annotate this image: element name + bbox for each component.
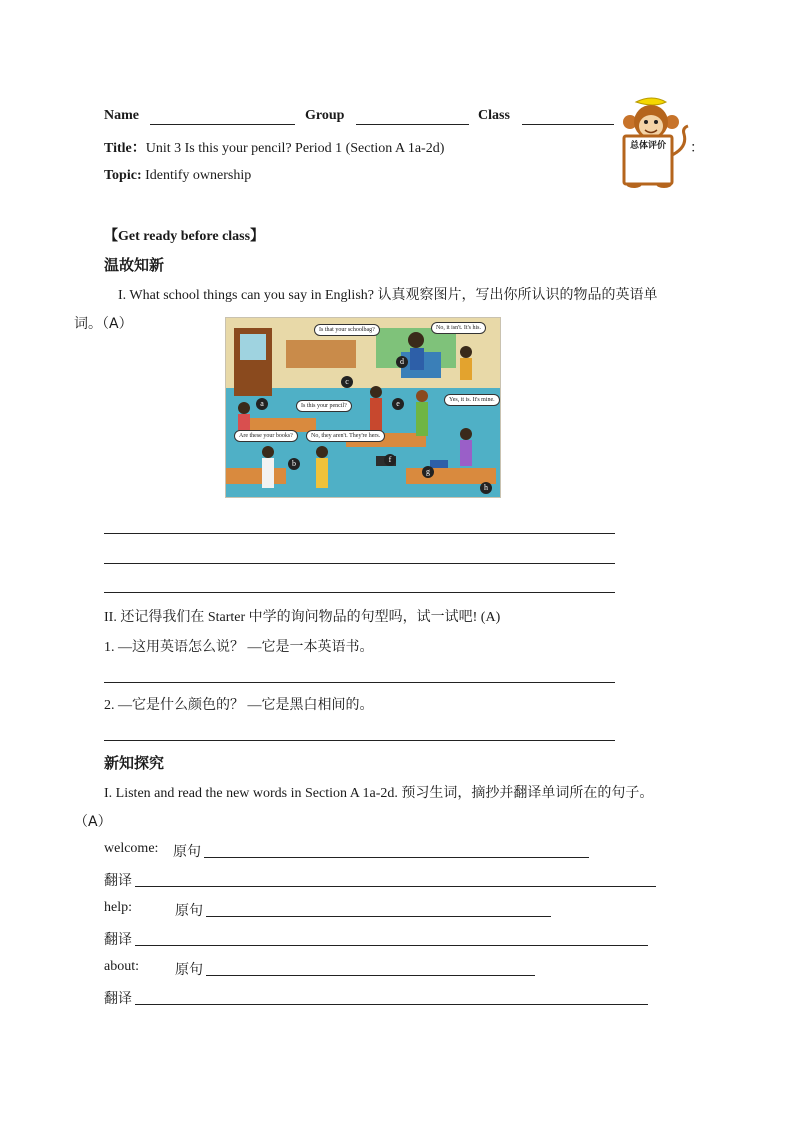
picture-letter: a bbox=[256, 398, 268, 410]
evaluation-colon: ： bbox=[690, 141, 704, 156]
answer-line[interactable] bbox=[104, 533, 615, 534]
translate-label: 翻译 bbox=[104, 932, 132, 948]
class-field[interactable] bbox=[522, 124, 614, 125]
picture-letter: g bbox=[422, 466, 434, 478]
word-about: about: bbox=[104, 959, 139, 974]
speech-bubble: Are these your books? bbox=[234, 430, 298, 442]
class-label: Class bbox=[478, 108, 510, 123]
name-label: Name bbox=[104, 108, 139, 123]
new-q1-text-cont: （A） bbox=[74, 814, 112, 830]
evaluation-badge-label: 总体评价 bbox=[629, 141, 666, 151]
word-welcome: welcome: bbox=[104, 841, 159, 856]
review-q2-text: II. 还记得我们在 Starter 中学的询问物品的句型吗，试一试吧! (A) bbox=[104, 610, 501, 625]
translate-label: 翻译 bbox=[104, 873, 132, 889]
topic-line bbox=[104, 168, 251, 184]
speech-bubble: Is this your pencil? bbox=[296, 400, 352, 412]
review-q2-item1: 1. —这用英语怎么说？ —它是一本英语书。 bbox=[104, 640, 374, 655]
new-q1-text: I. Listen and read the new words in Section A 1a-2d. 预习生词，摘抄并翻译单词所在的句子。 bbox=[104, 786, 654, 801]
name-field[interactable] bbox=[150, 124, 295, 125]
topic-label: Topic: bbox=[104, 168, 142, 183]
picture-letter: f bbox=[384, 454, 396, 466]
review-q1-text: I. What school things can you say in English? 认真观察图片，写出你所认识的物品的英语单 bbox=[118, 288, 658, 303]
answer-line[interactable] bbox=[104, 740, 615, 741]
original-sentence-label: 原句 bbox=[173, 844, 201, 860]
group-field[interactable] bbox=[356, 124, 469, 125]
new-knowledge-heading: 新知探究 bbox=[104, 754, 165, 772]
original-sentence-field[interactable] bbox=[206, 916, 551, 917]
picture-letter: h bbox=[480, 482, 492, 494]
word-help: help: bbox=[104, 900, 132, 915]
title-label: Title： bbox=[104, 141, 146, 156]
picture-letter: b bbox=[288, 458, 300, 470]
review-heading: 温故知新 bbox=[104, 256, 165, 274]
translate-field[interactable] bbox=[135, 1004, 648, 1005]
original-sentence-field[interactable] bbox=[206, 975, 535, 976]
answer-line[interactable] bbox=[104, 592, 615, 593]
title-value: Unit 3 Is this your pencil? Period 1 (Section A 1a-2d) bbox=[145, 141, 445, 156]
group-label: Group bbox=[305, 108, 345, 123]
classroom-scene-image bbox=[226, 318, 500, 497]
speech-bubble: Is that your schoolbag? bbox=[314, 324, 380, 336]
review-q1-text-cont: 词。（A） bbox=[74, 316, 133, 332]
topic-value: Identify ownership bbox=[145, 168, 252, 183]
before-class-heading: 【Get ready before class】 bbox=[104, 229, 265, 244]
original-sentence-label: 原句 bbox=[175, 903, 203, 919]
picture-letter: d bbox=[396, 356, 408, 368]
speech-bubble: No, they aren't. They're hers. bbox=[306, 430, 385, 442]
title-line bbox=[104, 137, 444, 157]
classroom-picture bbox=[225, 317, 501, 498]
speech-bubble: Yes, it is. It's mine. bbox=[444, 394, 500, 406]
translate-label: 翻译 bbox=[104, 991, 132, 1007]
evaluation-badge bbox=[614, 96, 694, 192]
translate-field[interactable] bbox=[135, 945, 648, 946]
original-sentence-label: 原句 bbox=[175, 962, 203, 978]
picture-letter: e bbox=[392, 398, 404, 410]
original-sentence-field[interactable] bbox=[204, 857, 589, 858]
review-q2-item2: 2. —它是什么颜色的？ —它是黑白相间的。 bbox=[104, 698, 374, 713]
translate-field[interactable] bbox=[135, 886, 656, 887]
speech-bubble: No, it isn't. It's his. bbox=[431, 322, 486, 334]
answer-line[interactable] bbox=[104, 682, 615, 683]
answer-line[interactable] bbox=[104, 563, 615, 564]
picture-letter: c bbox=[341, 376, 353, 388]
